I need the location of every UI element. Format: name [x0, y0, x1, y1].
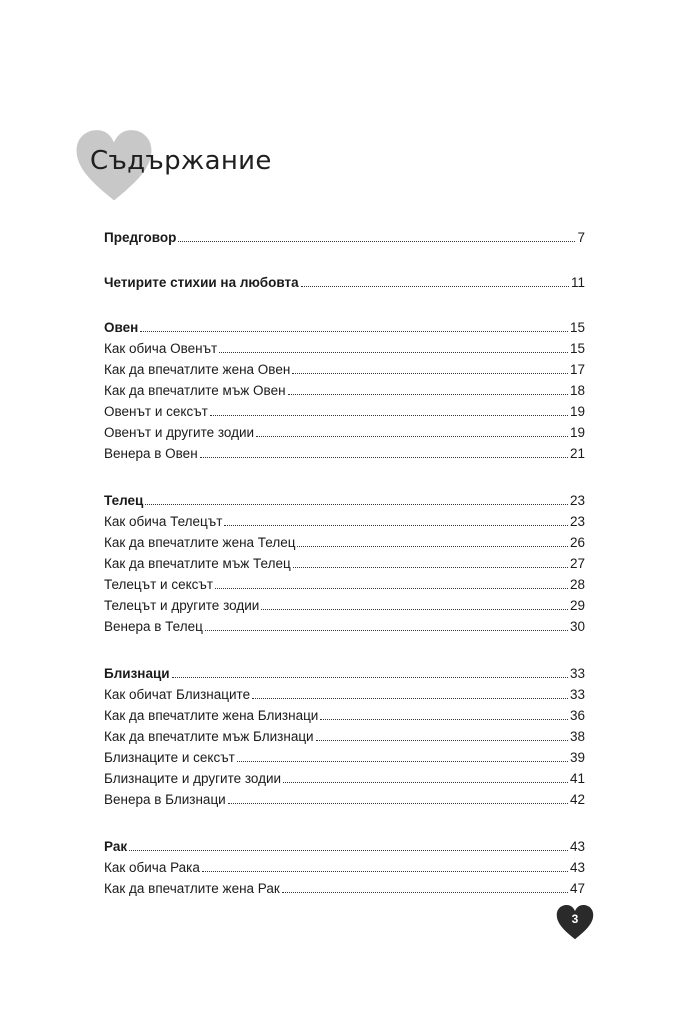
toc-section — [104, 660, 585, 807]
toc-entry — [104, 875, 585, 896]
toc-page-number: 19 — [569, 425, 585, 440]
toc-page-number: 18 — [569, 383, 585, 398]
toc-page-number: 38 — [569, 729, 585, 744]
toc-section — [104, 224, 585, 245]
dot-leader — [215, 588, 568, 589]
toc-entry — [104, 723, 585, 744]
toc-entry — [104, 854, 585, 875]
dot-leader — [140, 331, 568, 332]
toc-section-heading — [104, 487, 585, 508]
toc-entry-title: Венера в Овен — [104, 446, 198, 461]
toc-entry-title: Близнаци — [104, 666, 170, 681]
toc-page-number: 47 — [569, 881, 585, 896]
toc-section — [104, 833, 585, 896]
toc-page-number: 17 — [569, 362, 585, 377]
toc-section — [104, 269, 585, 290]
toc-page-number: 28 — [569, 577, 585, 592]
dot-leader — [219, 352, 568, 353]
page-number: 3 — [571, 912, 579, 926]
toc-entry-title: Четирите стихии на любовта — [104, 275, 299, 290]
dot-leader — [210, 415, 568, 416]
toc-entry-title: Близнаците и сексът — [104, 750, 235, 765]
toc-entry — [104, 356, 585, 377]
toc-page-number: 11 — [570, 275, 585, 290]
toc-entry — [104, 419, 585, 440]
toc-page-number: 30 — [569, 619, 585, 634]
toc-page-number: 27 — [569, 556, 585, 571]
toc-entry — [104, 681, 585, 702]
toc-entry-title: Как обича Телецът — [104, 514, 223, 529]
dot-leader — [224, 525, 568, 526]
toc-entry-title: Как обичат Близнаците — [104, 687, 251, 702]
toc-page-number: 15 — [569, 320, 585, 335]
toc-page-number: 41 — [569, 771, 585, 786]
toc-page-number: 43 — [569, 860, 585, 875]
dot-leader — [200, 457, 568, 458]
toc-entry — [104, 744, 585, 765]
toc-entry — [104, 398, 585, 419]
toc-page-number: 33 — [569, 687, 585, 702]
toc-section-heading — [104, 314, 585, 335]
toc-entry-title: Венера в Близнаци — [104, 792, 226, 807]
toc-entry — [104, 377, 585, 398]
toc-entry — [104, 613, 585, 634]
toc-entry — [104, 335, 585, 356]
toc-entry-title: Как да впечатлите мъж Близнаци — [104, 729, 314, 744]
dot-leader — [202, 871, 568, 872]
toc-entry-title: Телецът и сексът — [104, 577, 214, 592]
toc-page-number: 42 — [569, 792, 585, 807]
toc-section — [104, 314, 585, 461]
dot-leader — [283, 782, 568, 783]
dot-leader — [282, 892, 568, 893]
dot-leader — [316, 740, 568, 741]
toc-section — [104, 487, 585, 634]
toc-entry — [104, 508, 585, 529]
toc-page-number: 23 — [569, 493, 585, 508]
toc-page-number: 36 — [569, 708, 585, 723]
toc-entry — [104, 786, 585, 807]
toc-section-heading — [104, 269, 585, 290]
toc-entry-title: Телец — [104, 493, 144, 508]
toc-entry-title: Близнаците и другите зодии — [104, 771, 282, 786]
toc-page-number: 43 — [569, 839, 585, 854]
dot-leader — [228, 803, 568, 804]
toc-entry-title: Телецът и другите зодии — [104, 598, 260, 613]
toc-page-number: 19 — [569, 404, 585, 419]
dot-leader — [237, 761, 568, 762]
dot-leader — [288, 394, 568, 395]
toc-entry-title: Овен — [104, 320, 139, 335]
toc-section-heading — [104, 660, 585, 681]
toc-entry-title: Как да впечатлите мъж Овен — [104, 383, 286, 398]
dot-leader — [129, 850, 568, 851]
toc-entry-title: Рак — [104, 839, 128, 854]
dot-leader — [252, 698, 568, 699]
toc-entry-title: Как обича Рака — [104, 860, 200, 875]
page-title: Съдържание — [90, 146, 272, 176]
toc-page-number: 33 — [569, 666, 585, 681]
toc-entry — [104, 765, 585, 786]
toc-page-number: 21 — [569, 446, 585, 461]
dot-leader — [172, 677, 568, 678]
toc-entry — [104, 702, 585, 723]
dot-leader — [145, 504, 568, 505]
toc-section-heading — [104, 833, 585, 854]
toc-entry — [104, 571, 585, 592]
dot-leader — [205, 630, 568, 631]
toc-entry-title: Как да впечатлите жена Рак — [104, 881, 280, 896]
toc-entry-title: Как да впечатлите жена Близнаци — [104, 708, 319, 723]
toc-entry — [104, 550, 585, 571]
toc-entry-title: Как да впечатлите мъж Телец — [104, 556, 291, 571]
table-of-contents — [104, 224, 585, 922]
dot-leader — [256, 436, 568, 437]
dot-leader — [293, 567, 568, 568]
toc-entry-title: Венера в Телец — [104, 619, 203, 634]
dot-leader — [297, 546, 568, 547]
toc-entry-title: Овенът и сексът — [104, 404, 208, 419]
toc-page-number: 7 — [577, 230, 585, 245]
dot-leader — [261, 609, 568, 610]
toc-entry-title: Предговор — [104, 230, 177, 245]
toc-entry-title: Как да впечатлите жена Овен — [104, 362, 291, 377]
toc-entry — [104, 592, 585, 613]
dot-leader — [301, 286, 569, 287]
toc-entry-title: Овенът и другите зодии — [104, 425, 255, 440]
toc-entry-title: Как обича Овенът — [104, 341, 218, 356]
toc-page-number: 26 — [569, 535, 585, 550]
toc-page-number: 39 — [569, 750, 585, 765]
dot-leader — [178, 241, 575, 242]
toc-entry-title: Как да впечатлите жена Телец — [104, 535, 296, 550]
dot-leader — [292, 373, 568, 374]
dot-leader — [320, 719, 568, 720]
toc-page-number: 15 — [569, 341, 585, 356]
toc-entry — [104, 529, 585, 550]
toc-page-number: 29 — [569, 598, 585, 613]
toc-section-heading — [104, 224, 585, 245]
toc-page-number: 23 — [569, 514, 585, 529]
toc-entry — [104, 440, 585, 461]
